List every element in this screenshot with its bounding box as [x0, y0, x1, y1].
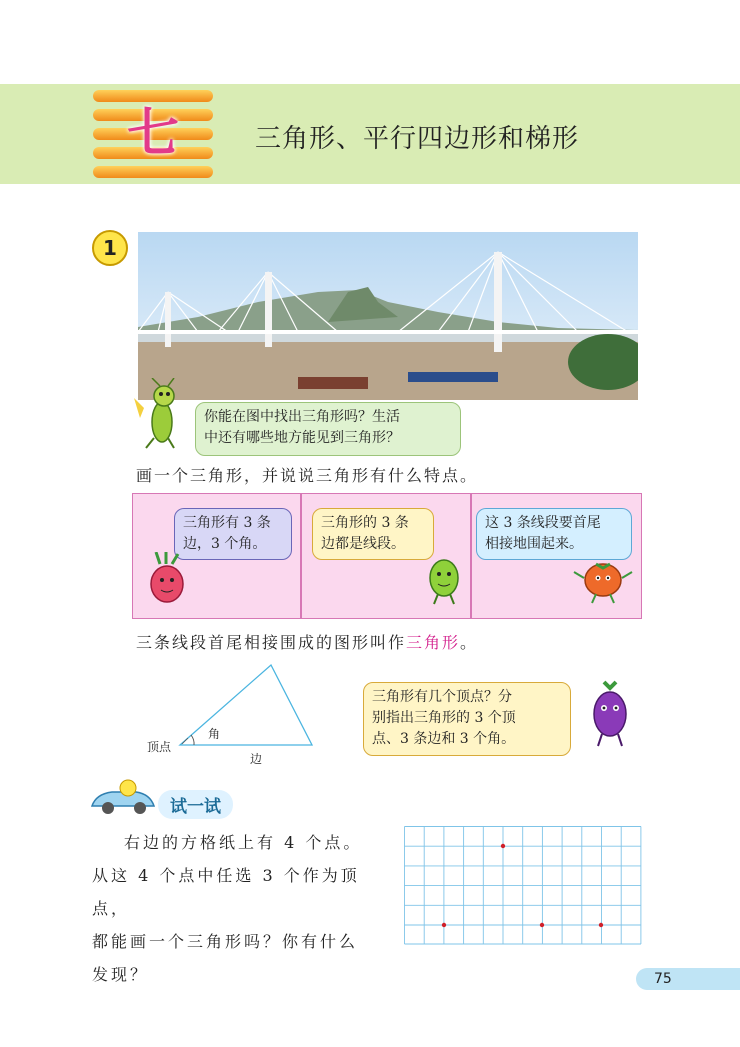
panel-divider	[470, 493, 472, 619]
question-bubble	[195, 402, 461, 456]
grid-point	[442, 923, 446, 927]
grid-point	[501, 844, 505, 848]
angle-label: 角	[208, 727, 221, 741]
observation-bubble-3	[476, 508, 632, 560]
grid-paper	[404, 826, 642, 946]
definition-text	[136, 630, 478, 653]
question-line-2: 中还有哪些地方能见到三角形？	[204, 430, 400, 446]
instruction-text: 画一个三角形，并说说三角形有什么特点。	[136, 466, 479, 485]
try-it-text	[92, 826, 392, 991]
panel-divider	[300, 493, 302, 619]
observation-bubble-1	[174, 508, 292, 560]
side-label: 边	[250, 752, 263, 766]
observation-2-line-2: 边都是线段。	[321, 536, 405, 552]
try-it-line-4: 发现？	[92, 965, 150, 984]
observation-1-line-2: 边，3 个角。	[183, 536, 267, 552]
radish-character-icon	[146, 552, 188, 604]
observation-3-line-1: 这 3 条线段要首尾	[485, 515, 601, 531]
observation-2-line-1: 三角形的 3 条	[321, 515, 409, 531]
tomato-character-icon	[572, 554, 634, 604]
chapter-badge	[93, 90, 213, 182]
grid-point	[540, 923, 544, 927]
definition-suffix: 。	[460, 633, 479, 652]
page-number: 75	[636, 968, 740, 990]
grasshopper-character-icon	[134, 378, 192, 450]
question-line-1: 你能在图中找出三角形吗？生活	[204, 409, 400, 425]
example-number-badge: 1	[92, 230, 128, 266]
bridge-photo	[138, 232, 638, 400]
vertex-question-line-2: 别指出三角形的 3 个顶	[372, 710, 516, 726]
observation-1-line-1: 三角形有 3 条	[183, 515, 271, 531]
try-it-line-3: 都能画一个三角形吗？你有什么	[92, 932, 359, 951]
vertex-question-line-1: 三角形有几个顶点？分	[372, 689, 512, 705]
vertex-label: 顶点	[147, 740, 172, 754]
eggplant-character-icon	[582, 676, 638, 748]
observation-bubble-2	[312, 508, 434, 560]
vertex-question-bubble	[363, 682, 571, 756]
definition-term: 三角形	[406, 633, 461, 652]
try-it-title: 试一试	[158, 790, 233, 819]
car-character-icon	[88, 778, 158, 818]
try-it-line-2: 从这 4 个点中任选 3 个作为顶点，	[92, 866, 360, 918]
definition-prefix: 三条线段首尾相接围成的图形叫作	[136, 633, 407, 652]
grid-point	[599, 923, 603, 927]
vertex-question-line-3: 点、3 条边和 3 个角。	[372, 731, 516, 747]
pepper-character-icon	[424, 552, 464, 606]
observation-3-line-2: 相接地围起来。	[485, 536, 583, 552]
try-it-line-1: 右边的方格纸上有 4 个点。	[124, 833, 363, 852]
chapter-title: 三角形、平行四边形和梯形	[255, 124, 580, 154]
chapter-number: 七	[126, 104, 179, 164]
